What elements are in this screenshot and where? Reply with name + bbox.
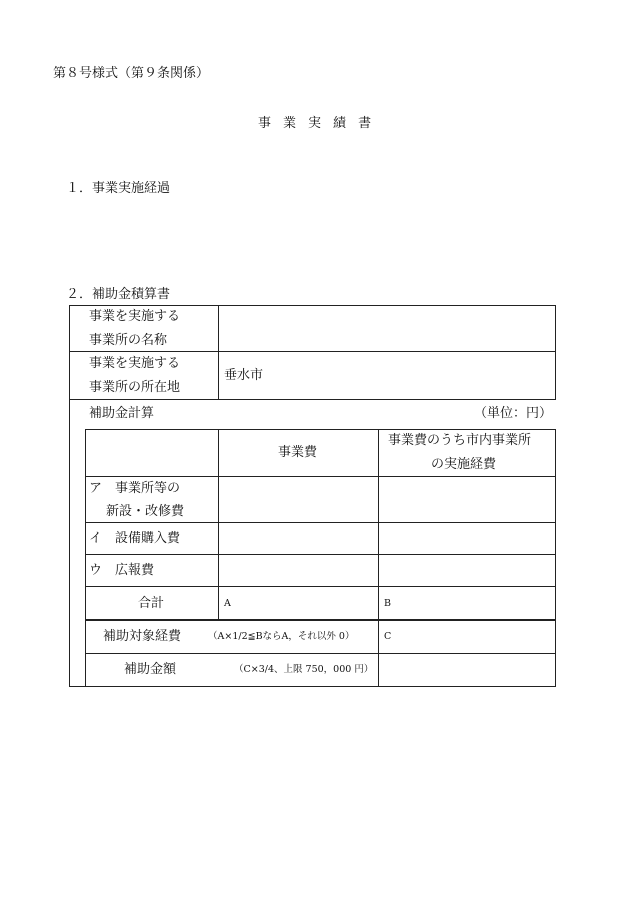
target-expense-note: （A×1/2≦BならA，それ以外 0） [208, 631, 355, 642]
office-location-label-1: 事業を実施する [89, 356, 181, 371]
subsidy-amount-label: 補助金額 [124, 662, 177, 677]
table-border [85, 429, 556, 430]
col-header-city-expense-1: 事業費のうち市内事業所 [388, 433, 532, 448]
table-border [218, 429, 219, 620]
calc-label: 補助金計算 [89, 406, 155, 421]
office-name-label-1: 事業を実施する [89, 309, 181, 324]
table-border [85, 586, 556, 587]
table-border [85, 554, 556, 555]
office-location-label-2: 事業所の所在地 [89, 380, 181, 395]
row-u-label: ウ 広報費 [89, 563, 155, 578]
table-border [69, 351, 556, 352]
col-header-city-expense-2: の実施経費 [431, 457, 497, 472]
form-number: 第８号様式（第９条関係） [53, 66, 210, 81]
section2-heading: ２．補助金積算書 [66, 287, 171, 302]
table-border [378, 429, 379, 686]
row-a-label-1: ア 事業所等の [89, 481, 181, 496]
table-border [69, 305, 556, 306]
title-char: 業 [283, 116, 297, 131]
col-header-expense: 事業費 [278, 445, 318, 460]
unit-label: （単位：円） [474, 406, 553, 421]
table-border [85, 429, 86, 686]
row-total-label: 合計 [138, 596, 165, 611]
table-border [85, 476, 556, 477]
title-char: 事 [258, 116, 272, 131]
title-char: 績 [333, 116, 347, 131]
row-a-label-2: 新設・改修費 [106, 504, 185, 519]
title-char: 書 [358, 116, 372, 131]
table-border [69, 686, 556, 687]
total-b: B [384, 598, 391, 609]
total-a: A [224, 598, 231, 609]
office-location-value: 垂水市 [224, 368, 264, 383]
section1-heading: １．事業実施経過 [66, 181, 171, 196]
table-border [85, 653, 556, 654]
row-i-label: イ 設備購入費 [89, 531, 181, 546]
table-border [218, 305, 219, 399]
target-expense-label: 補助対象経費 [103, 629, 182, 644]
table-border [69, 399, 556, 400]
target-c: C [384, 631, 392, 642]
subsidy-amount-note: （C×3/4、上限 750，000 円） [234, 664, 374, 675]
table-border [69, 305, 70, 686]
table-border [85, 619, 556, 621]
table-border [555, 429, 556, 686]
office-name-label-2: 事業所の名称 [89, 333, 168, 348]
document-title [252, 116, 377, 132]
table-border [555, 305, 556, 399]
title-char: 実 [308, 116, 322, 131]
table-border [85, 522, 556, 523]
